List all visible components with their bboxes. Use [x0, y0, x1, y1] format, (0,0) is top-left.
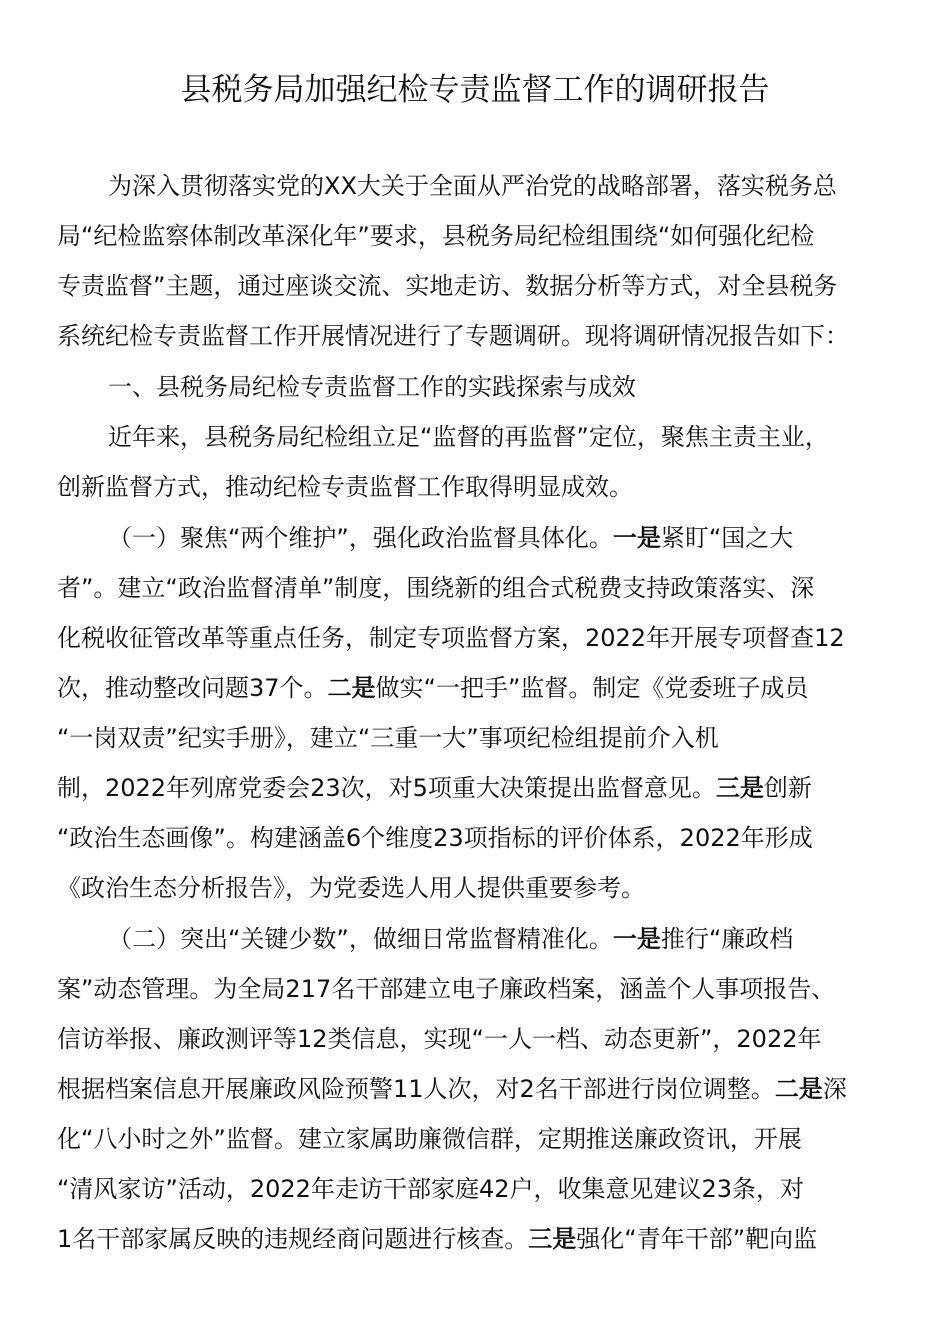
- text-run: 创新监督方式，推动纪检专责监督工作取得明显成效。: [57, 473, 633, 501]
- bold-lead-phrase: 三是: [715, 774, 764, 802]
- text-run: 系统纪检专责监督工作开展情况进行了专题调研。现将调研情况报告如下：: [57, 322, 849, 350]
- bold-lead-phrase: 二是: [327, 674, 376, 702]
- bold-lead-phrase: 一是: [612, 524, 661, 552]
- text-run: 专责监督”主题，通过座谈交流、实地走访、数据分析等方式，对全县税务: [57, 272, 838, 300]
- text-run: 强化“青年干部”靶向监: [576, 1225, 818, 1253]
- bold-lead-phrase: 一是: [612, 925, 661, 953]
- body-line: [57, 621, 845, 655]
- text-run: 近年来，县税务局纪检组立足“监督的再监督”定位，聚焦主责主业，: [108, 423, 829, 451]
- text-run: 《政治生态分析报告》，为党委选人用人提供重要参考。: [57, 874, 645, 902]
- body-line: [108, 370, 636, 404]
- body-line: [57, 219, 814, 253]
- text-run: 化“八小时之外”监督。建立家属助廉微信群，定期推送廉政资讯，开展: [57, 1125, 802, 1153]
- text-run: 案”动态管理。为全局217名干部建立电子廉政档案，涵盖个人事项报告、: [57, 975, 836, 1003]
- text-run: “一岗双责”纪实手册》，建立“三重一大”事项纪检组提前介入机: [57, 724, 719, 752]
- body-line: [108, 922, 793, 956]
- body-line: [57, 1222, 817, 1256]
- text-run: （一）聚焦“两个维护”，强化政治监督具体化。: [108, 524, 613, 552]
- text-run: 根据档案信息开展廉政风险预警11人次，对2名干部进行岗位调整。: [57, 1075, 775, 1103]
- text-run: 做实“一把手”监督。制定《党委班子成员: [375, 674, 809, 702]
- body-line: [57, 1122, 802, 1156]
- body-line: [108, 169, 837, 203]
- body-line: [57, 671, 808, 705]
- body-line: [57, 319, 849, 353]
- body-line: [108, 420, 829, 454]
- bold-lead-phrase: 三是: [528, 1225, 577, 1253]
- body-line: [57, 1022, 821, 1056]
- document-title: 县税务局加强纪检专责监督工作的调研报告: [180, 72, 770, 108]
- body-line: [57, 470, 633, 504]
- body-line: [57, 1172, 804, 1206]
- text-run: 者”。建立“政治监督清单”制度，围绕新的组合式税费支持政策落实、深: [57, 574, 815, 602]
- body-line: [57, 571, 814, 605]
- text-run: 信访举报、廉政测评等12类信息，实现“一人一档、动态更新”，2022年: [57, 1025, 822, 1053]
- body-line: [57, 871, 645, 905]
- text-run: 1名干部家属反映的违规经商问题进行核查。: [57, 1225, 529, 1253]
- body-line: [57, 721, 719, 755]
- text-run: 创新: [763, 774, 812, 802]
- text-run: 次，推动整改问题37个。: [57, 674, 328, 702]
- text-run: 为深入贯彻落实党的XX大关于全面从严治党的战略部署，落实税务总: [108, 172, 837, 200]
- bold-lead-phrase: 二是: [774, 1075, 823, 1103]
- text-run: 制，2022年列席党委会23次，对5项重大决策提出监督意见。: [57, 774, 716, 802]
- body-line: [57, 771, 812, 805]
- text-run: 紧盯“国之大: [660, 524, 794, 552]
- text-run: 推行“廉政档: [660, 925, 794, 953]
- text-run: 化税收征管改革等重点任务，制定专项监督方案，2022年开展专项督查12: [57, 624, 845, 652]
- text-run: 局“纪检监察体制改革深化年”要求，县税务局纪检组围绕“如何强化纪检: [57, 222, 815, 250]
- text-run: 一、县税务局纪检专责监督工作的实践探索与成效: [108, 373, 636, 401]
- text-run: （二）突出“关键少数”，做细日常监督精准化。: [108, 925, 613, 953]
- body-line: [57, 972, 835, 1006]
- body-line: [57, 269, 837, 303]
- text-run: “清风家访”活动，2022年走访干部家庭42户，收集意见建议23条，对: [57, 1175, 805, 1203]
- text-run: 深: [822, 1075, 847, 1103]
- body-line: [57, 821, 813, 855]
- body-line: [57, 1072, 847, 1106]
- text-run: “政治生态画像”。构建涵盖6个维度23项指标的评价体系，2022年形成: [57, 824, 813, 852]
- body-line: [108, 521, 793, 555]
